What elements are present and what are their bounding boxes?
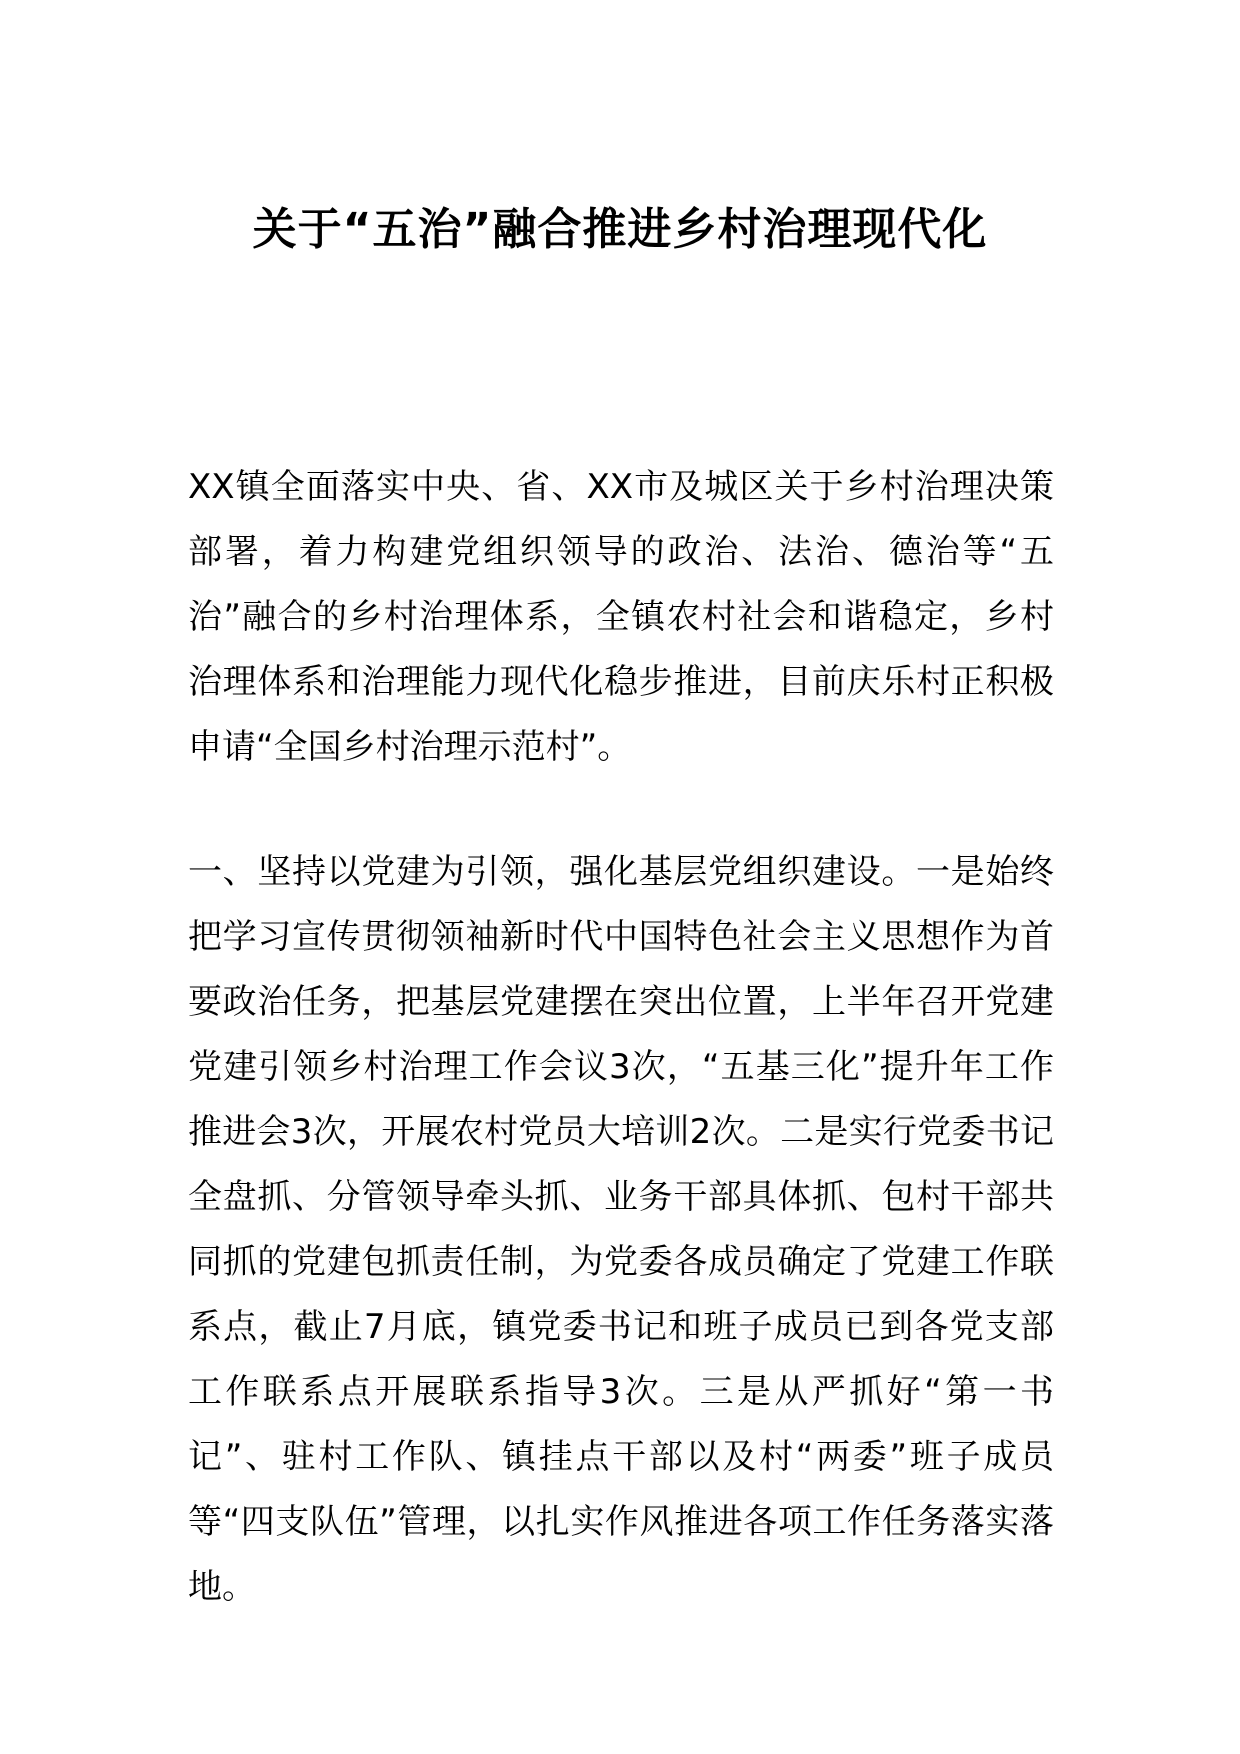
section-one xyxy=(188,840,1054,1620)
section-one-paragraph: 一、坚持以党建为引领，强化基层党组织建设。一是始终把学习宣传贯彻领袖新时代中国特色社会主义思想作为首要政治任务，把基层党建摆在突出位置，上半年召开党建党建引领乡村治理工作会议3次，“五基三化”提升年工作推进会3次，开展农村党员大培训2次。二是实行党委书记全盘抓、分管领导牵头抓、业务干部具体抓、包村干部共同抓的党建包抓责任制，为党委各成员确定了党建工作联系点，截止7月底，镇党委书记和班子成员已到各党支部工作联系点开展联系指导3次。三是从严抓好“第一书记”、驻村工作队、镇挂点干部以及村“两委”班子成员等“四支队伍”管理，以扎实作风推进各项工作任务落实落地。 xyxy=(188,852,1054,1607)
intro-paragraph: XX镇全面落实中央、省、XX市及城区关于乡村治理决策部署，着力构建党组织领导的政治、法治、德治等“五治”融合的乡村治理体系，全镇农村社会和谐稳定，乡村治理体系和治理能力现代化稳步推进，目前庆乐村正积极申请“全国乡村治理示范村”。 xyxy=(188,467,1054,767)
document-title: 关于“五治”融合推进乡村治理现代化 xyxy=(252,204,988,255)
intro-section xyxy=(188,455,1054,780)
